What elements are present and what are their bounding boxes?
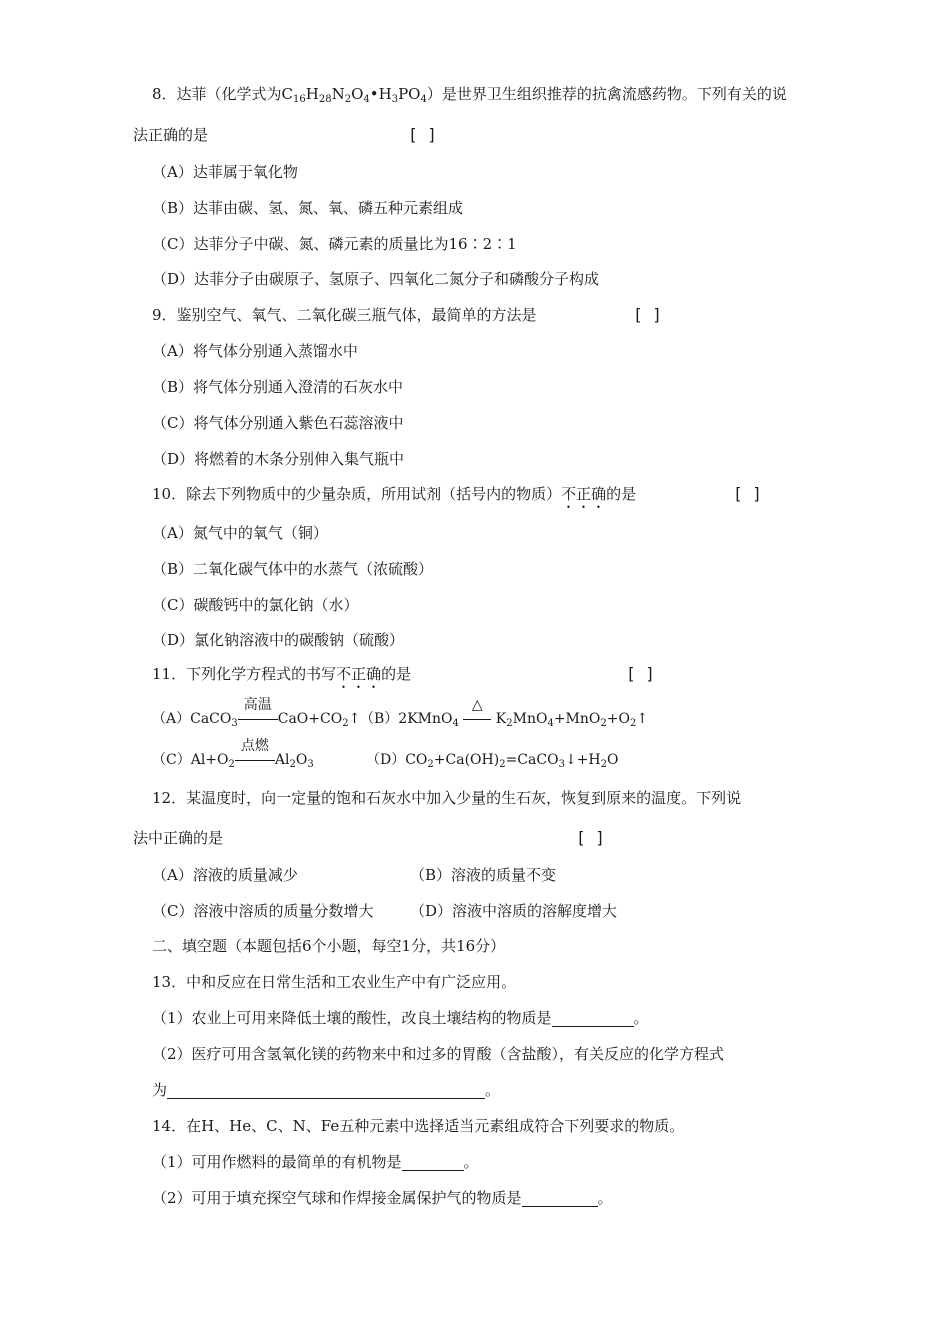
q8-option-b: （B）达菲由碳、氢、氮、氧、磷五种元素组成 — [152, 199, 464, 217]
q11-stem: 11．下列化学方程式的书写不正确的是 — [152, 665, 412, 683]
q13-part2-line1: （2）医疗可用含氢氧化镁的药物来中和过多的胃酸（含盐酸），有关反应的化学方程式 — [152, 1045, 725, 1063]
q10-option-a: （A）氮气中的氧气（铜） — [152, 524, 328, 542]
answer-blank[interactable] — [402, 1154, 464, 1171]
q9-stem: 9．鉴别空气、氧气、二氧化碳三瓶气体，最简单的方法是 — [152, 306, 537, 324]
q10-option-c: （C）碳酸钙中的氯化钠（水） — [152, 596, 359, 614]
q11-option-d: $(D)CO_2+Ca(OH)_2=CaCO_3↓+H_2O$ — [366, 752, 619, 770]
reaction-condition: △ — [463, 709, 491, 729]
answer-blank[interactable] — [167, 1082, 485, 1099]
q8-answer-bracket: [ ] — [408, 125, 437, 144]
q9-option-b: （B）将气体分别通入澄清的石灰水中 — [152, 378, 404, 396]
q14-part2: （2）可用于填充探空气球和作焊接金属保护气的物质是 。 — [152, 1189, 613, 1207]
q11-emphasis: 不正确 — [336, 665, 382, 683]
q10-emphasis: 不正确 — [561, 485, 607, 503]
q8-stem-line1: 8．达菲（化学式为$C_{16}H_{28}N_2O_4•H_3PO_4$）是世界卫生组织推荐的抗禽流感药物。下列有关的说 — [152, 85, 787, 105]
q8-stem-line2: 法正确的是 — [133, 126, 209, 144]
q9-option-a: （A）将气体分别通入蒸馏水中 — [152, 342, 358, 360]
q12-option-b: （B）溶液的质量不变 — [410, 866, 557, 884]
q12-option-d: （D）溶液中溶质的溶解度增大 — [410, 902, 618, 920]
q13-part2-line2: 为 。 — [152, 1081, 501, 1099]
reaction-condition: 点燃 — [235, 750, 275, 770]
q10-option-b: （B）二氧化碳气体中的水蒸气（浓硫酸） — [152, 560, 434, 578]
q10-option-d: （D）氯化钠溶液中的碳酸钠（硫酸） — [152, 631, 405, 649]
q12-stem-line2: 法中正确的是 — [133, 829, 224, 847]
q12-stem-line1: 12．某温度时，向一定量的饱和石灰水中加入少量的生石灰，恢复到原来的温度。下列说 — [152, 789, 742, 807]
q11-option-c: $(C)Al+O_2$ 点燃 $Al_2O_3$ — [152, 738, 314, 770]
q8-option-d: （D）达菲分子由碳原子、氢原子、四氧化二氮分子和磷酸分子构成 — [152, 270, 600, 288]
q12-answer-bracket: [ ] — [576, 828, 605, 847]
q12-option-a: （A）溶液的质量减少 — [152, 866, 298, 884]
q9-option-d: （D）将燃着的木条分别伸入集气瓶中 — [152, 450, 405, 468]
q11-option-b: （B）2KMnO$_4$ △ $K_2MnO_4+MnO_2+O_2↑$ — [360, 697, 649, 729]
q9-option-c: （C）将气体分别通入紫色石蕊溶液中 — [152, 414, 404, 432]
answer-blank[interactable] — [522, 1190, 598, 1207]
q9-answer-bracket: [ ] — [633, 305, 662, 324]
q11-option-a: （A）CaCO$_3$ 高温 $CaO+CO_2↑$ — [152, 697, 361, 729]
q8-option-a: （A）达菲属于氧化物 — [152, 163, 298, 181]
reaction-condition: 高温 — [238, 709, 278, 729]
q8-option-c: （C）达菲分子中碳、氮、磷元素的质量比为16∶2∶1 — [152, 235, 517, 253]
q13-part1: （1）农业上可用来降低土壤的酸性，改良土壤结构的物质是 。 — [152, 1009, 649, 1027]
q14-part1: （1）可用作燃料的最简单的有机物是 。 — [152, 1153, 479, 1171]
q12-option-c: （C）溶液中溶质的质量分数增大 — [152, 902, 374, 920]
section-heading: 二、填空题（本题包括6个小题，每空1分，共16分） — [152, 937, 506, 955]
q13-stem: 13．中和反应在日常生活和工农业生产中有广泛应用。 — [152, 973, 517, 991]
q11-answer-bracket: [ ] — [626, 664, 655, 683]
q14-stem: 14．在H、He、C、N、Fe五种元素中选择适当元素组成符合下列要求的物质。 — [152, 1117, 685, 1135]
q10-answer-bracket: [ ] — [733, 484, 762, 503]
answer-blank[interactable] — [552, 1010, 634, 1027]
q10-stem: 10．除去下列物质中的少量杂质，所用试剂（括号内的物质）不正确的是 — [152, 485, 637, 503]
